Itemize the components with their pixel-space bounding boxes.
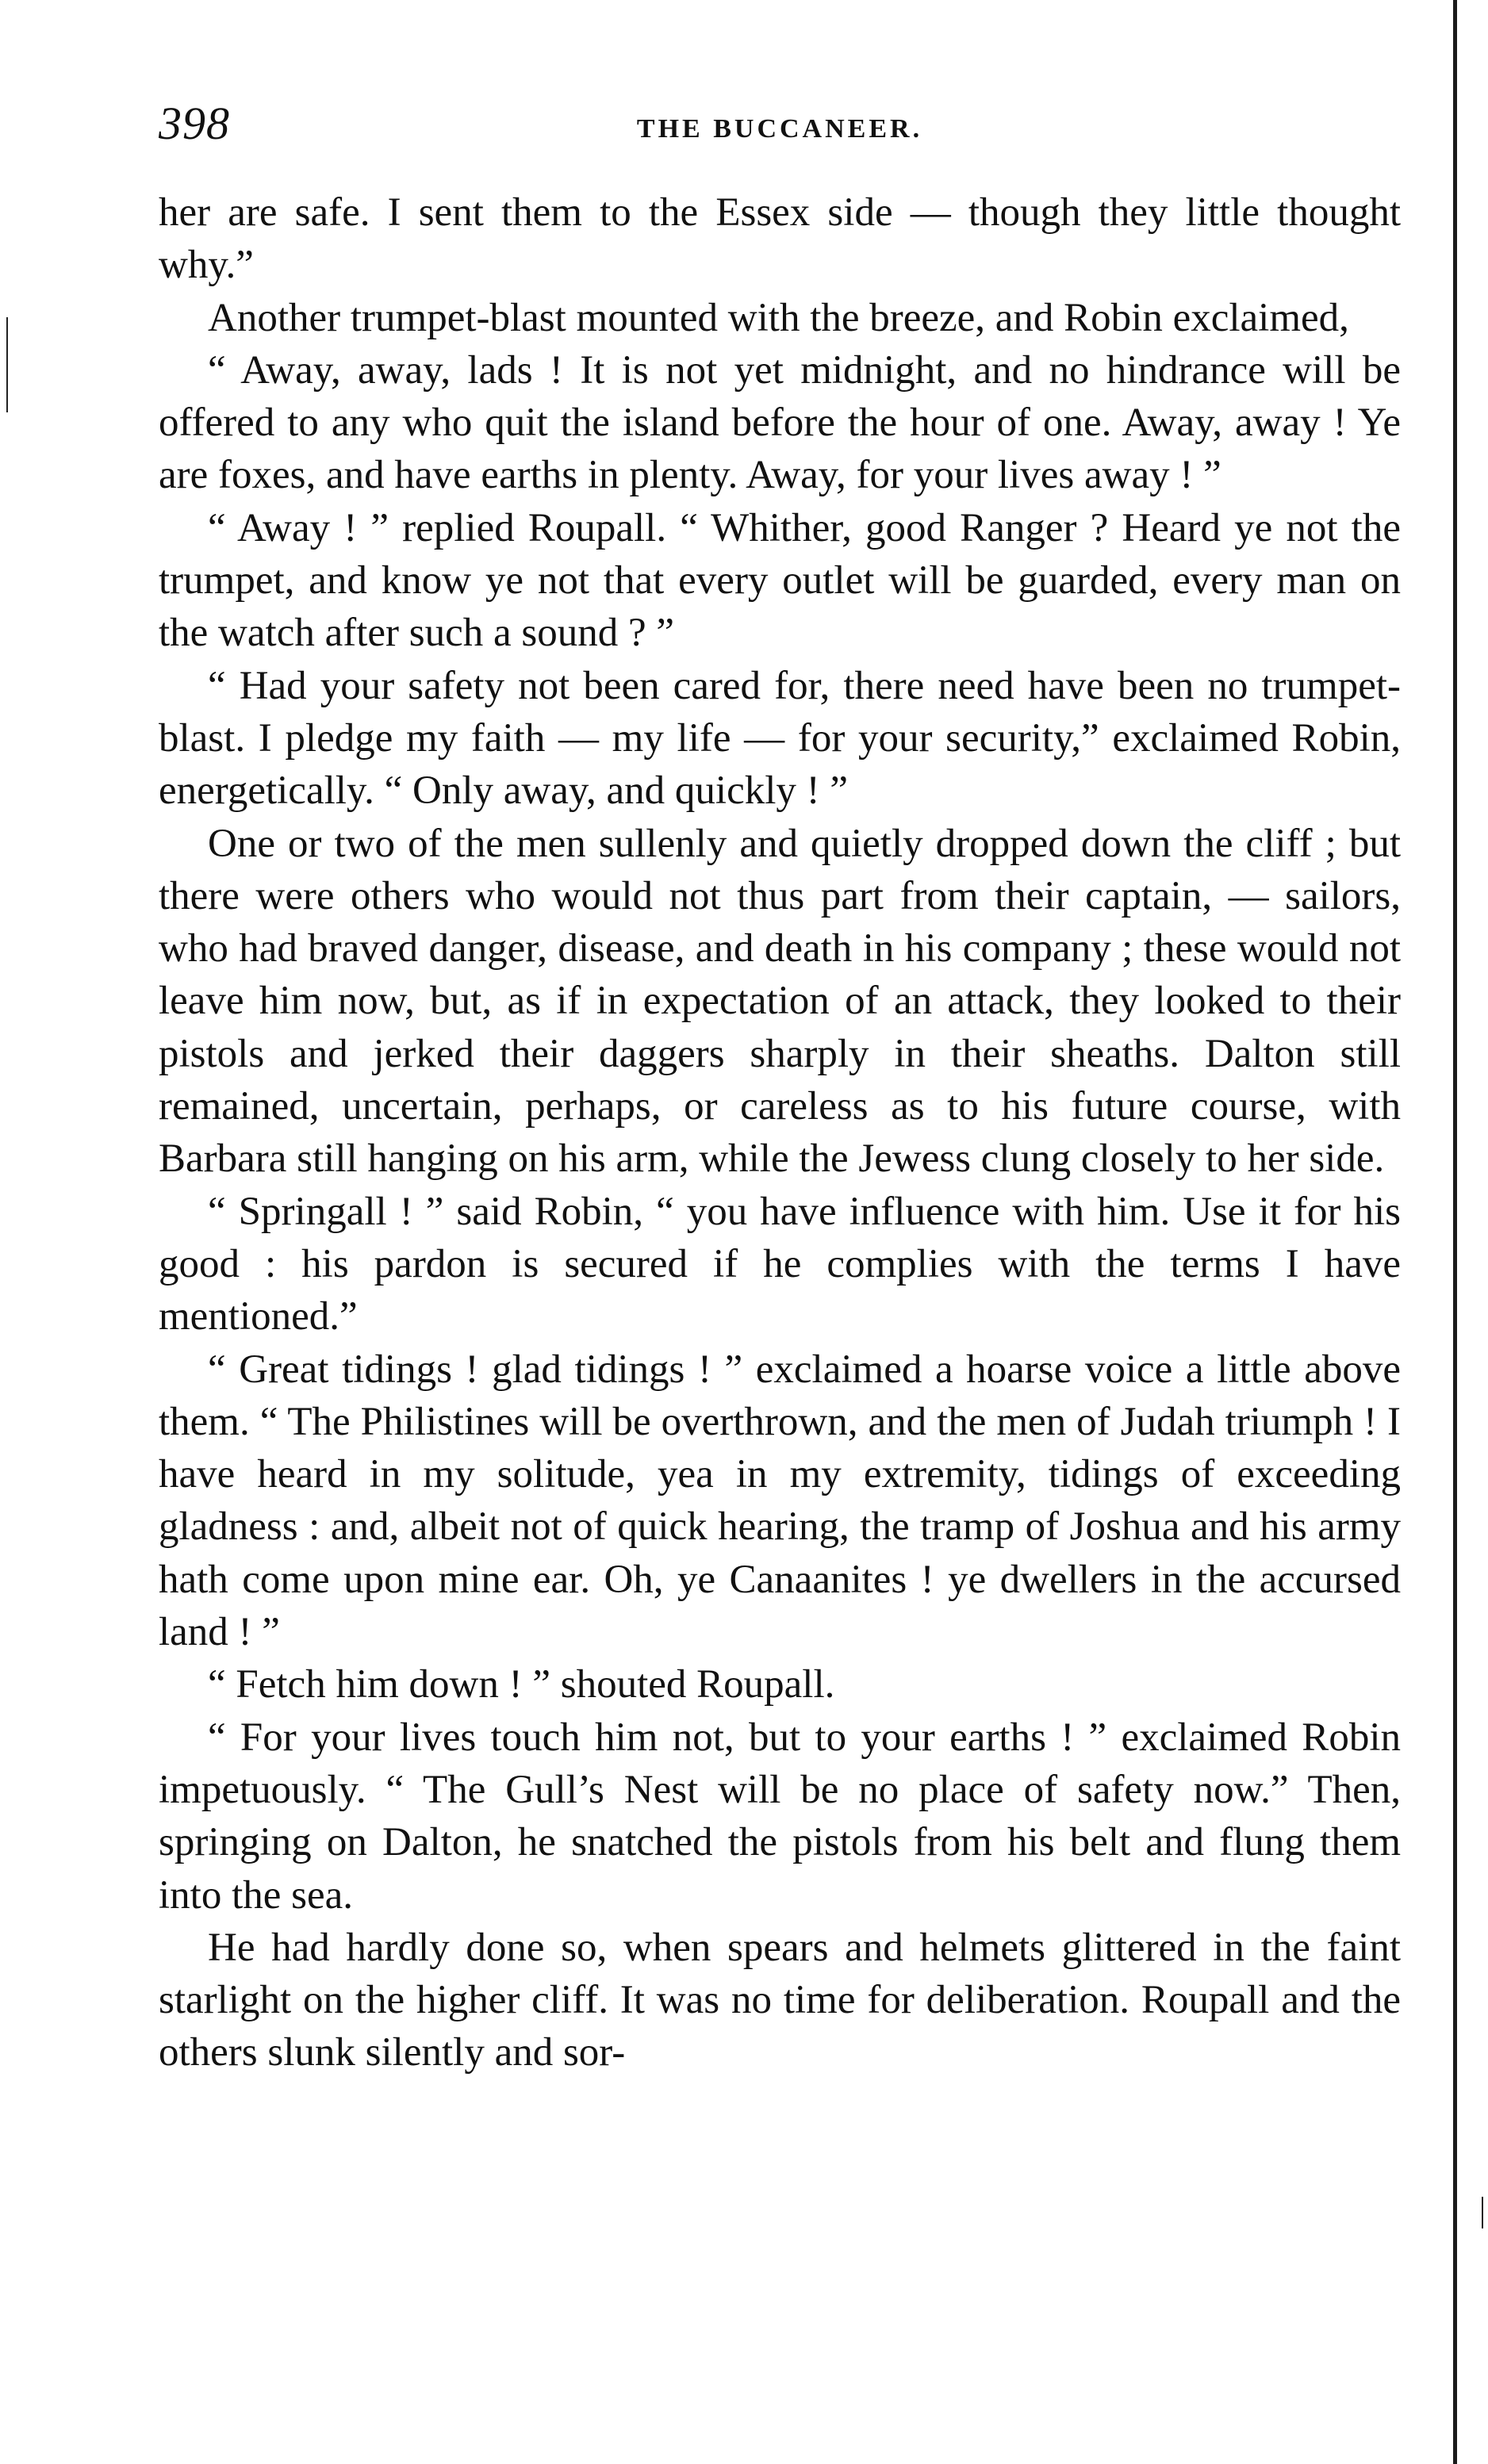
- paragraph: “ Away ! ” replied Roupall. “ Whither, good Ranger ? Heard ye not the trumpet, and know ye not that every outlet will be guarded, every man on the watch after such a sound ? ”: [159, 505, 1401, 656]
- paragraph: One or two of the men sullenly and quietly dropped down the cliff ; but there were others who would not thus part from their captain, — sailors, who had braved danger, disease, and death in his company ; these would not leave him now, but, as if in expectation of an attack, they looked to their pistols and jerked their daggers sharply in their sheaths. Dalton still remained, uncertain, perhaps, or careless as to his future course, with Barbara still hanging on his arm, while the Jewess clung closely to her side.: [159, 821, 1401, 1182]
- page-header: [159, 87, 1401, 167]
- running-title: THE BUCCANEER.: [636, 114, 923, 144]
- page-edge-rule: [1453, 0, 1457, 2464]
- margin-mark: [1482, 2197, 1483, 2228]
- paragraph: “ Had your safety not been cared for, there need have been no trumpet-blast. I pledge my faith — my life — for your security,” exclaimed Robin, energetically. “ Only away, and quickly ! ”: [159, 663, 1401, 814]
- paragraph: “ Away, away, lads ! It is not yet midnight, and no hindrance will be offered to any who quit the island before the hour of one. Away, away ! Ye are foxes, and have earths in plenty. Away, for your lives away ! ”: [159, 347, 1401, 498]
- body-text: [159, 186, 1401, 2079]
- page-number: 398: [159, 98, 230, 149]
- paragraph: “ Springall ! ” said Robin, “ you have influence with him. Use it for his good : his pardon is secured if he complies with the terms I have mentioned.”: [159, 1189, 1401, 1339]
- paragraph: “ For your lives touch him not, but to your earths ! ” exclaimed Robin impetuously. “ The Gull’s Nest will be no place of safety now.” Then, springing on Dalton, he snatched the pistols from his belt and flung them into the sea.: [159, 1715, 1401, 1918]
- margin-mark: [6, 317, 8, 412]
- paragraph: “ Great tidings ! glad tidings ! ” exclaimed a hoarse voice a little above them. “ The Philistines will be overthrown, and the men of Judah triumph ! I have heard in my solitude, yea in my extremity, tidings of exceeding gladness : and, albeit not of quick hearing, the tramp of Joshua and his army hath come upon mine ear. Oh, ye Canaanites ! ye dwellers in the accursed land ! ”: [159, 1347, 1401, 1655]
- paragraph: Another trumpet-blast mounted with the breeze, and Robin exclaimed,: [208, 295, 1349, 340]
- paragraph: “ Fetch him down ! ” shouted Roupall.: [208, 1662, 835, 1707]
- paragraph: He had hardly done so, when spears and helmets glittered in the faint starlight on the higher cliff. It was no time for deliberation. Roupall and the others slunk silently and sor-: [159, 1925, 1401, 2075]
- paragraph: her are safe. I sent them to the Essex side — though they little thought why.”: [159, 190, 1401, 288]
